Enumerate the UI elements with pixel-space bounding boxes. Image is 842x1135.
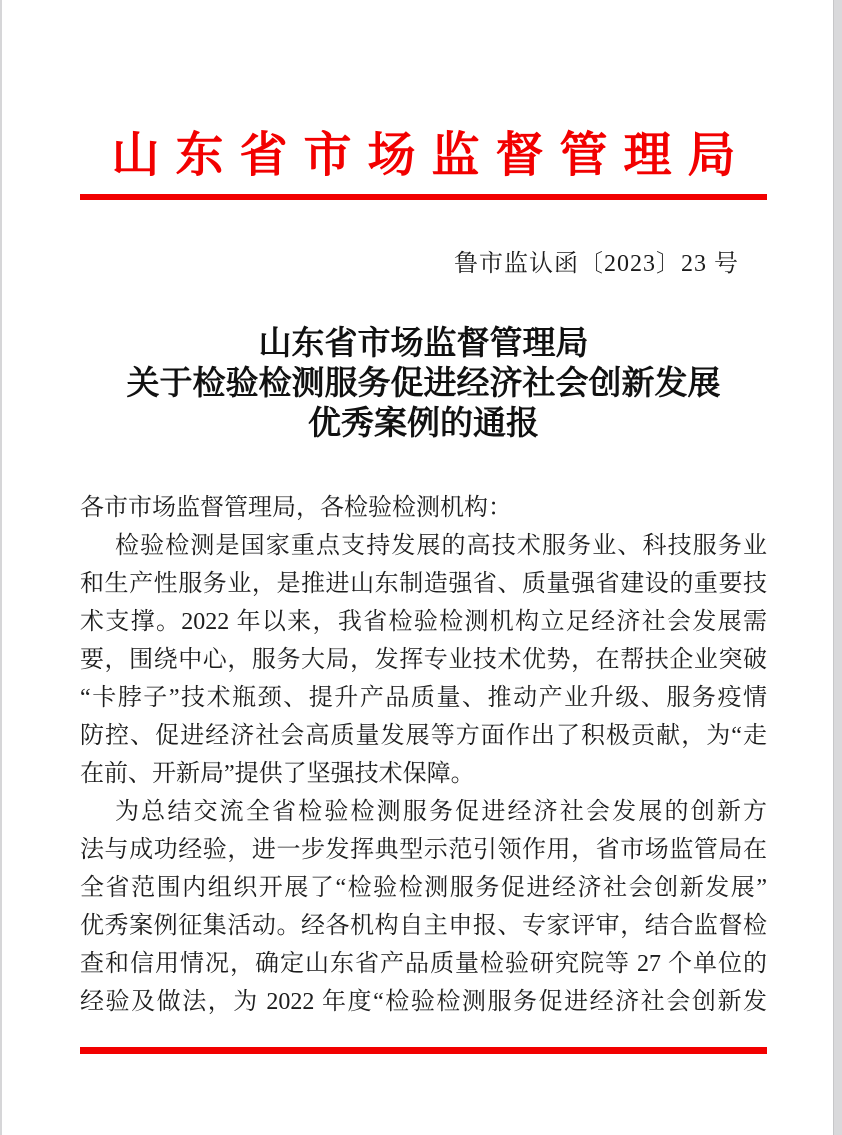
page-edge-shadow	[833, 0, 842, 1135]
document-title	[80, 323, 767, 443]
body-text	[80, 527, 767, 1021]
agency-red-header: 山东省市场监督管理局	[111, 129, 752, 182]
document-content	[80, 0, 767, 1054]
title-line-2: 关于检验检测服务促进经济社会创新发展	[126, 364, 721, 401]
title-line-1: 山东省市场监督管理局	[258, 324, 589, 361]
body-line: 为总结交流全省检验检测服务促进经济社会发展的创新方	[115, 799, 767, 825]
body-line: 术支撑。2022 年以来，我省检验检测机构立足经济社会发展需	[80, 609, 767, 635]
document-number: 鲁市监认函〔2023〕23 号	[454, 251, 739, 277]
body-line: 全省范围内组织开展了“检验检测服务促进经济社会创新发展”	[80, 875, 767, 901]
body-line: “卡脖子”技术瓶颈、提升产品质量、推动产业升级、服务疫情	[80, 685, 767, 711]
body-line: 优秀案例征集活动。经各机构自主申报、专家评审，结合监督检	[80, 913, 767, 939]
body-line: 经验及做法，为 2022 年度“检验检测服务促进经济社会创新发	[80, 989, 767, 1015]
body-line: 在前、开新局”提供了坚强技术保障。	[80, 761, 475, 787]
salutation: 各市市场监督管理局，各检验检测机构：	[80, 495, 512, 521]
body-line: 查和信用情况，确定山东省产品质量检验研究院等 27 个单位的	[80, 951, 767, 977]
body-line: 和生产性服务业，是推进山东制造强省、质量强省建设的重要技	[80, 571, 767, 597]
footer-double-rule	[80, 1047, 767, 1054]
body-line: 要，围绕中心，服务大局，发挥专业技术优势，在帮扶企业突破	[80, 647, 767, 673]
body-line: 防控、促进经济社会高质量发展等方面作出了积极贡献，为“走	[80, 723, 767, 749]
body-line: 法与成功经验，进一步发挥典型示范引领作用，省市场监管局在	[80, 837, 767, 863]
body-line: 检验检测是国家重点支持发展的高技术服务业、科技服务业	[115, 533, 767, 559]
header-double-rule	[80, 194, 767, 200]
title-line-3: 优秀案例的通报	[308, 404, 539, 441]
